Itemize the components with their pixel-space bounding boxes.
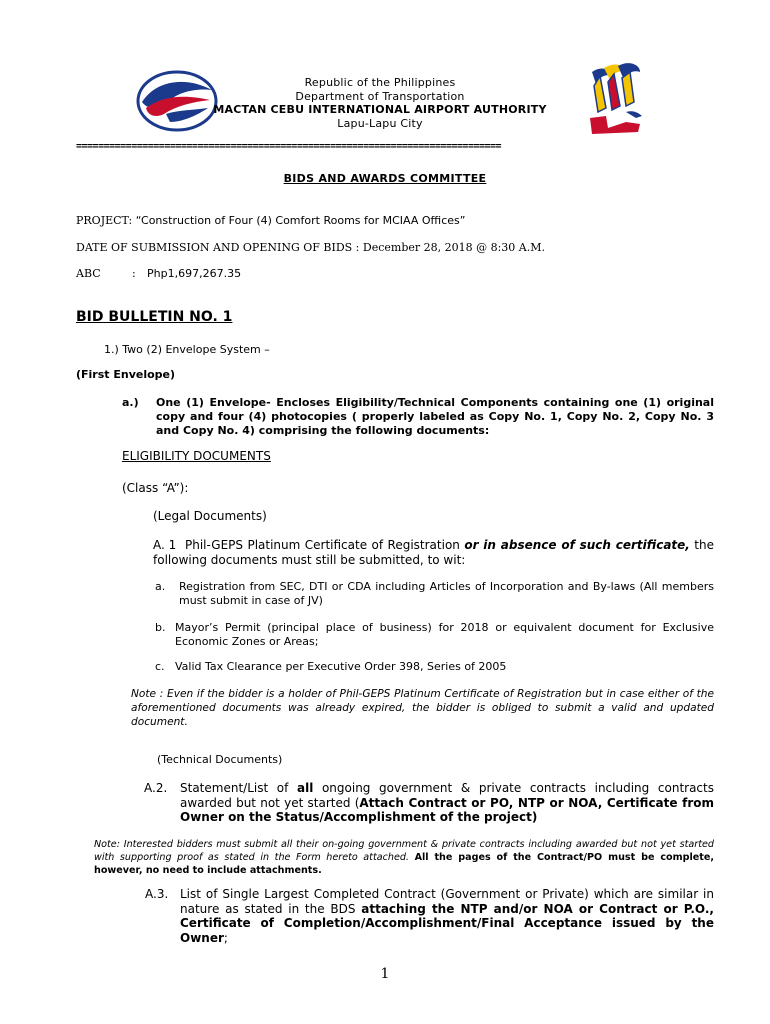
committee-title: BIDS AND AWARDS COMMITTEE	[283, 172, 487, 185]
a1-number: A. 1	[153, 538, 177, 552]
letterhead-agency: MACTAN CEBU INTERNATIONAL AIRPORT AUTHORITY	[213, 103, 547, 116]
sub-item-b-text: Mayor’s Permit (principal place of business) for 2018 or equivalent document for Exclusive Economic Zones or Areas;	[175, 621, 714, 648]
a2-text	[180, 781, 714, 825]
airport-emblem-logo	[586, 62, 646, 136]
a1-text-part1: Phil-GEPS Platinum Certificate of Registration	[185, 538, 465, 552]
note2-italic: Note: Interested bidders must submit all their on-going government & private contracts including awarded but not yet started with supporting proof as stated in the Form hereto attached.	[94, 839, 714, 863]
project-value: “Construction of Four (4) Comfort Rooms for MCIAA Offices”	[135, 214, 466, 227]
sub-item-c-label: c.	[155, 660, 165, 673]
submission-value: December 28, 2018 @ 8:30 A.M.	[362, 241, 546, 254]
submission-line	[76, 241, 545, 254]
a1-emphasis: or in absence of such certificate,	[464, 538, 690, 552]
a1-text-part2: the following documents must still be submitted, to wit:	[153, 538, 714, 567]
note-ongoing-contracts	[94, 838, 714, 877]
sub-item-a-text: Registration from SEC, DTI or CDA including Articles of Incorporation and By-laws (All members must submit in case of JV)	[179, 580, 714, 607]
a3-text-part1: List of Single Largest Completed Contract (Government or Private) which are similar in nature as stated in the BDS	[180, 887, 714, 916]
technical-documents-label: (Technical Documents)	[157, 753, 283, 766]
first-envelope-heading: (First Envelope)	[76, 368, 176, 381]
a2-bold-attachments: Attach Contract or PO, NTP or NOA, Certificate from Owner on the Status/Accomplishment of the project)	[180, 795, 714, 824]
sub-item-a-label: a.	[155, 580, 166, 593]
envelope-system-item: 1.) Two (2) Envelope System –	[104, 343, 270, 356]
item-a-label: a.)	[122, 396, 139, 409]
abc-value: Php1,697,267.35	[147, 267, 242, 280]
item-a-text: One (1) Envelope- Encloses Eligibility/Technical Components containing one (1) original copy and four (4) photocopies ( properly labeled as Copy No. 1, Copy No. 2, Copy No. 3 and Copy No. 4) comprising the following documents:	[156, 396, 714, 437]
project-label: PROJECT:	[76, 214, 136, 227]
eligibility-heading: ELIGIBILITY DOCUMENTS	[122, 449, 271, 463]
note2-bold: All the pages of the Contract/PO must be complete, however, no need to include attachments.	[94, 852, 714, 876]
submission-label: DATE OF SUBMISSION AND OPENING OF BIDS :	[76, 241, 360, 254]
a3-number: A.3.	[145, 887, 169, 901]
note-expired-documents: Note : Even if the bidder is a holder of Phil-GEPS Platinum Certificate of Registration but in case either of the aforementioned documents was already expired, the bidder is obliged to submit a valid and updated document.	[131, 688, 714, 728]
abc-label: ABC	[76, 267, 101, 280]
sub-item-b-label: b.	[155, 621, 166, 634]
bulletin-title: BID BULLETIN NO. 1	[76, 309, 233, 325]
a2-number: A.2.	[144, 781, 168, 795]
header-rule: =============================================================================	[76, 141, 502, 152]
class-a-label: (Class “A”):	[122, 481, 189, 495]
letterhead	[200, 76, 560, 130]
legal-documents-label: (Legal Documents)	[153, 509, 267, 523]
letterhead-country: Republic of the Philippines	[304, 76, 456, 89]
sub-item-c-text: Valid Tax Clearance per Executive Order 398, Series of 2005	[175, 660, 507, 673]
abc-separator: :	[132, 267, 136, 280]
a3-bold-attachments: attaching the NTP and/or NOA or Contract or P.O., Certificate of Completion/Accomplishment/Final Acceptance issued by the Owner	[180, 901, 714, 945]
a2-bold-all: all	[297, 781, 314, 795]
project-line	[76, 214, 465, 227]
a3-text-part2: ;	[223, 930, 228, 945]
page-number: 1	[380, 966, 390, 982]
a1-text	[153, 538, 714, 567]
letterhead-city: Lapu-Lapu City	[337, 116, 423, 130]
a2-text-part1: Statement/List of	[180, 781, 297, 795]
a3-text	[180, 887, 714, 945]
a2-text-part2: ongoing government & private contracts including contracts awarded but not yet started (	[180, 781, 714, 810]
letterhead-department: Department of Transportation	[295, 89, 465, 103]
